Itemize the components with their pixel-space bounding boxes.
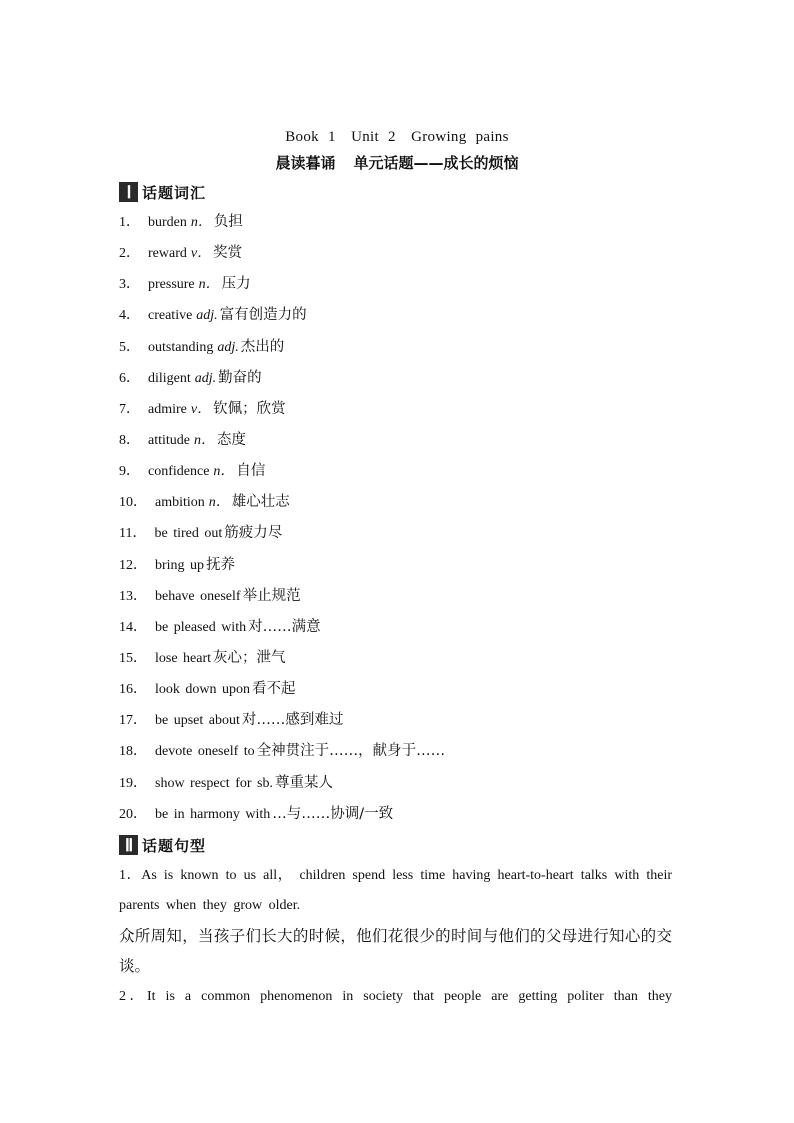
vocab-word: bring up <box>155 557 205 573</box>
vocab-word: admire <box>148 401 187 417</box>
subtitle-topic: 单元话题——成长的烦恼 <box>353 154 519 172</box>
vocab-word: reward <box>148 246 187 262</box>
subtitle-label: 晨读暮诵 <box>275 154 336 172</box>
vocab-number: 8． <box>119 432 140 448</box>
vocab-item <box>119 273 445 304</box>
vocab-number: 17． <box>119 713 147 729</box>
vocab-meaning: 对……满意 <box>248 618 321 635</box>
sentence-item <box>119 861 672 981</box>
vocab-part-of-speech: v． <box>190 246 212 262</box>
vocab-part-of-speech: adj. <box>217 339 239 355</box>
vocab-number: 11． <box>119 526 147 542</box>
vocab-number: 18． <box>119 744 147 760</box>
vocab-meaning: 富有创造力的 <box>219 307 307 324</box>
sentence-text: It is a common phenomenon in society that people are getting politer than they <box>147 989 672 1004</box>
vocab-word: creative <box>148 308 193 324</box>
vocab-item <box>119 709 445 740</box>
vocab-number: 1． <box>119 215 140 230</box>
sentence-english <box>119 861 672 921</box>
vocab-part-of-speech: n． <box>213 464 235 480</box>
vocab-number: 19． <box>119 775 147 791</box>
vocab-meaning: 抚养 <box>206 556 236 573</box>
vocab-item <box>119 803 445 834</box>
sentence-number: 1． <box>119 868 142 883</box>
vocab-word: burden <box>148 215 187 230</box>
vocab-word: ambition <box>155 495 205 511</box>
vocabulary-list <box>119 211 445 834</box>
vocab-meaning: 看不起 <box>252 681 296 698</box>
vocab-number: 14． <box>119 619 147 635</box>
vocab-item <box>119 554 445 585</box>
section-heading-sentences <box>119 834 206 856</box>
section-label: 话题词汇 <box>142 183 207 202</box>
vocab-number: 3． <box>119 277 140 293</box>
vocab-item <box>119 772 445 803</box>
section-heading-vocabulary <box>119 181 206 203</box>
vocab-meaning: 雄心壮志 <box>231 494 290 511</box>
vocab-number: 4． <box>119 308 140 324</box>
vocab-meaning: 压力 <box>221 276 251 293</box>
vocab-meaning: 态度 <box>217 431 246 448</box>
vocab-word: be upset about <box>155 713 240 729</box>
page-title: Book 1 Unit 2 Growing pains <box>285 129 509 145</box>
vocab-meaning: 自信 <box>236 463 266 480</box>
vocab-meaning: 负担 <box>213 214 243 230</box>
vocab-meaning: 尊重某人 <box>274 774 333 791</box>
section-numeral-badge: Ⅱ <box>119 835 138 855</box>
vocab-word: pressure <box>148 277 195 293</box>
vocab-word: behave oneself <box>155 588 241 604</box>
vocab-item <box>119 460 445 491</box>
sentence-chinese: 众所周知，当孩子们长大的时候，他们花很少的时间与他们的父母进行知心的交谈。 <box>119 927 672 975</box>
vocab-item <box>119 491 445 522</box>
vocab-word: diligent <box>148 370 191 386</box>
vocab-item <box>119 242 445 273</box>
vocab-meaning: 对……感到难过 <box>241 712 344 729</box>
vocab-meaning: 奖赏 <box>213 245 243 262</box>
vocab-meaning: 灰心；泄气 <box>213 649 286 666</box>
vocab-part-of-speech: n． <box>190 215 212 230</box>
vocab-meaning: 全神贯注于……，献身于…… <box>256 743 446 760</box>
vocab-meaning: 钦佩；欣赏 <box>213 400 286 417</box>
vocab-number: 5． <box>119 339 140 355</box>
vocab-number: 6． <box>119 370 140 386</box>
sentence-english <box>119 986 672 1008</box>
sentence-number: 2． <box>119 989 147 1004</box>
vocab-item <box>119 740 445 771</box>
vocab-part-of-speech: n． <box>198 277 220 293</box>
vocab-item <box>119 678 445 709</box>
vocab-part-of-speech: n． <box>194 432 215 448</box>
vocab-number: 12． <box>119 557 147 573</box>
vocab-number: 16． <box>119 682 147 698</box>
vocab-word: show respect for sb. <box>155 775 273 791</box>
vocab-item <box>119 211 445 242</box>
vocab-part-of-speech: adj. <box>194 370 217 386</box>
vocab-number: 9． <box>119 464 140 480</box>
vocab-item <box>119 647 445 678</box>
page-subtitle <box>0 152 794 173</box>
vocab-number: 15． <box>119 650 147 666</box>
vocab-meaning: 杰出的 <box>240 338 285 355</box>
vocab-item <box>119 585 445 616</box>
vocab-number: 7． <box>119 401 140 417</box>
vocab-item <box>119 367 445 398</box>
vocab-item <box>119 336 445 367</box>
vocab-word: be in harmony with <box>155 806 271 822</box>
vocab-word: outstanding <box>148 339 214 355</box>
vocab-part-of-speech: adj. <box>196 308 218 324</box>
vocab-number: 13． <box>119 588 147 604</box>
vocab-item <box>119 429 445 460</box>
vocab-word: be pleased with <box>155 619 247 635</box>
vocab-meaning: 筋疲力尽 <box>224 525 283 542</box>
vocab-number: 10． <box>119 495 147 511</box>
vocab-word: devote oneself to <box>155 744 255 760</box>
vocab-part-of-speech: n． <box>208 495 230 511</box>
vocab-word: look down upon <box>155 682 250 698</box>
vocab-word: be tired out <box>154 526 223 542</box>
vocab-meaning: 勤奋的 <box>218 369 262 386</box>
vocab-number: 2． <box>119 246 140 262</box>
sentence-item <box>119 986 672 1008</box>
vocab-item <box>119 304 445 335</box>
section-label: 话题句型 <box>142 836 207 855</box>
vocab-meaning: 举止规范 <box>242 587 301 604</box>
vocab-number: 20． <box>119 806 147 822</box>
vocab-item <box>119 398 445 429</box>
vocab-word: confidence <box>148 464 210 480</box>
vocab-item <box>119 616 445 647</box>
vocab-word: attitude <box>148 432 190 448</box>
vocab-part-of-speech: v． <box>190 401 212 417</box>
sentence-text: As is known to us all， children spend less time having heart-to-heart talks with their parents when they grow older. <box>119 868 673 913</box>
section-numeral-badge: Ⅰ <box>119 182 138 202</box>
vocab-meaning: …与……协调/一致 <box>272 805 394 822</box>
vocab-word: lose heart <box>155 650 212 666</box>
vocab-item <box>119 522 445 553</box>
